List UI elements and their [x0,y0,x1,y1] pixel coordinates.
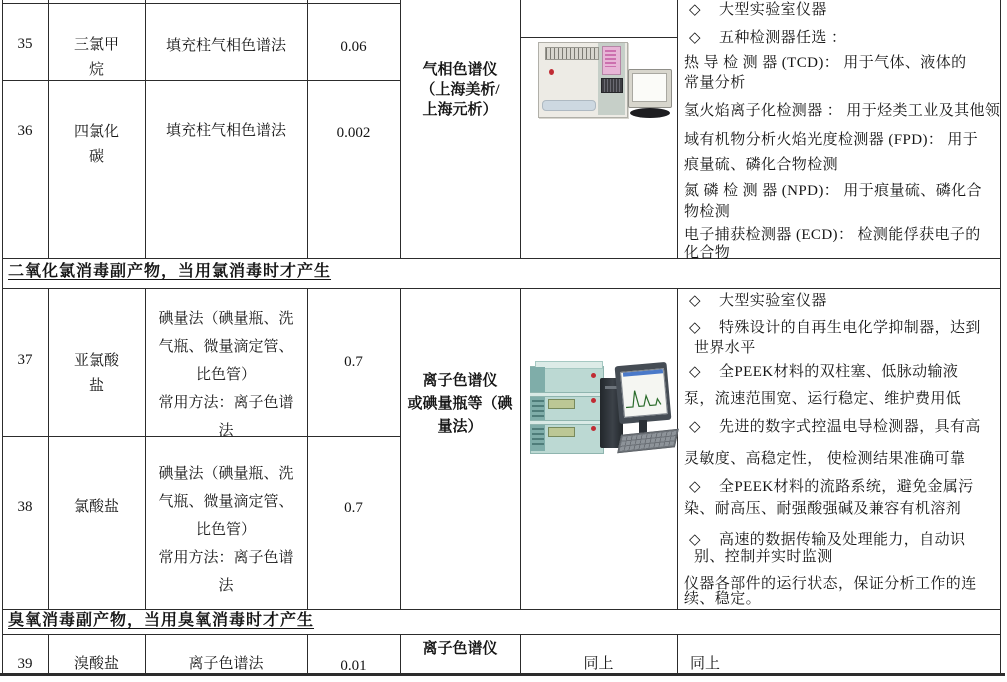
instrument-name: 离子色谱仪 [422,641,498,657]
ic-keyboard [617,429,679,454]
analysis-method-line: 常用方法：离子色谱 [158,550,294,566]
description-line: 物检测 [684,204,731,220]
substance-name: 氯酸盐 [73,499,119,515]
description-line: 氢火焰离子化检测器 ： 用于烃类工业及其他领 [684,103,1001,119]
analysis-method-line: 法 [218,578,234,594]
substance-name: 溴酸盐 [73,656,119,672]
grid-line [400,0,401,258]
ic-logo-dot [591,426,596,431]
analysis-method-line: 比色管） [195,522,256,538]
description-line: 热 导 检 测 器 (TCD)： 用于气体、液体的 [684,55,967,71]
description-line [684,420,1002,435]
gas-chromatograph-image [536,38,672,122]
diamond-bullet-icon: ◇ [689,30,701,46]
row-number: 38 [17,499,33,515]
description-line: 常量分析 [684,75,746,91]
description-line: 别、控制并实时监测 [694,549,833,565]
ic-lcd-display [548,427,575,437]
grid-line [520,288,521,609]
description-text: 大型实验室仪器 [719,293,827,309]
gc-logo-dot [549,69,554,75]
diamond-bullet-icon: ◇ [689,2,701,18]
description-line [684,533,1002,548]
analysis-method: 填充柱气相色谱法 [165,123,286,139]
row-number: 36 [17,123,33,139]
ic-module-divider [530,420,602,425]
description-text: 大型实验室仪器 [719,2,827,18]
grid-line [400,288,401,609]
grid-line [2,3,400,4]
description-line: 灵敏度、高稳定性， 使检测结果准确可靠 [684,451,966,467]
gc-label-strip [542,100,596,111]
substance-name-line: 四氯化 [73,124,119,140]
description-same-as-above: 同上 [690,656,721,672]
description-line: 域有机物分析火焰光度检测器 (FPD)： 用于 [684,132,979,148]
description-line: 世界水平 [694,340,756,356]
table-border-bottom [0,673,1005,676]
grid-line [520,0,521,258]
description-text: 特殊设计的自再生电化学抑制器，达到 [719,320,981,336]
ic-chromatogram-trace [623,378,663,411]
instrument-description [684,0,1002,261]
description-line [684,365,1002,380]
limit-value: 0.06 [340,39,367,55]
ic-pc-drive-slot [605,386,617,389]
diamond-bullet-icon: ◇ [689,419,701,435]
analysis-method-line: 常用方法：离子色谱 [158,395,294,411]
image-same-as-above: 同上 [583,656,614,672]
diamond-bullet-icon: ◇ [689,293,701,309]
instrument-name [400,60,520,120]
grid-line [2,634,1001,635]
description-line: 仪器各部件的运行状态，保证分析工作的连 [684,576,977,592]
substance-name [48,120,145,170]
ic-keypad-dots [532,400,544,418]
instrument-name-line: 量法） [437,419,483,435]
analysis-method-line: 气瓶、微量滴定管、 [158,494,294,510]
substance-name [48,33,145,83]
diamond-bullet-icon: ◇ [689,479,701,495]
instrument-name-line: 或碘量瓶等（碘 [407,396,513,412]
limit-value: 0.7 [344,500,363,516]
analysis-method [145,305,307,445]
row-number: 35 [17,36,33,52]
description-text: 先进的数字式控温电导检测器，具有高 [719,419,981,435]
description-line [684,480,1002,495]
row-number: 39 [17,656,33,672]
analysis-method: 离子色谱法 [188,656,264,672]
description-line [684,321,1002,336]
grid-line [677,288,678,609]
grid-line [677,0,678,258]
description-line: 泵，流速范围宽、运行稳定、维护费用低 [684,391,962,407]
grid-line [2,609,1001,610]
table-border-left [2,0,3,674]
ic-logo-dot [591,373,596,378]
description-text: 五种检测器任选 ： [719,30,847,46]
instrument-name-line: 气相色谱仪 [422,62,498,78]
gc-monitor-screen [632,73,667,102]
ic-lcd-display [548,399,575,409]
limit-value: 0.01 [340,658,367,674]
substance-name-line: 亚氯酸 [73,353,119,369]
ic-module-top-face [535,361,603,369]
description-line: 染、耐高压、耐强酸强碱及兼容有机溶剂 [684,501,962,517]
description-line [684,31,1002,46]
analysis-method-line: 碘量法（碘量瓶、洗 [158,311,294,327]
instrument-description [684,288,1002,607]
description-line: 氮 磷 检 测 器 (NPD)： 用于痕量硫、磷化合 [684,183,982,199]
description-text: 全PEEK材料的双柱塞、低脉动输液 [719,364,959,380]
ic-logo-dot [591,398,596,403]
substance-name-line: 三氯甲 [73,37,119,53]
description-line: 续、稳定。 [684,591,762,607]
analysis-method-line: 碘量法（碘量瓶、洗 [158,466,294,482]
description-text: 高速的数据传输及处理能力，自动识 [719,532,966,548]
substance-name-line: 烷 [88,62,104,78]
gc-display-content [605,50,616,67]
row-number: 37 [17,352,33,368]
grid-line [307,288,308,609]
description-line [684,294,1002,309]
limit-value: 0.7 [344,354,363,370]
description-text: 全PEEK材料的流路系统，避免金属污 [719,479,974,495]
substance-name [48,349,145,399]
instrument-name-line: （上海美析/ [420,82,500,98]
section-header-chlorine-dioxide: 二氧化氯消毒副产物，当用氯消毒时才产生 [8,263,332,280]
ion-chromatograph-image [527,356,677,454]
grid-line [677,634,678,674]
instrument-name-line: 离子色谱仪 [422,373,498,389]
gc-keypad [601,78,623,93]
diamond-bullet-icon: ◇ [689,532,701,548]
analysis-method-line: 气瓶、微量滴定管、 [158,339,294,355]
ic-keypad-dots [532,428,544,448]
gc-monitor-base [630,108,670,118]
description-line: 化合物 [684,245,731,261]
analysis-method [145,460,307,600]
description-line: 电子捕获检测器 (ECD)： 检测能俘获电子的 [684,227,981,243]
substance-name-line: 盐 [88,378,104,394]
substance-name-line: 碳 [88,149,104,165]
instrument-name-line: 上海元析） [422,102,498,118]
description-line: 痕量硫、磷化合物检测 [684,157,839,173]
description-line [684,3,1002,18]
diamond-bullet-icon: ◇ [689,320,701,336]
limit-value: 0.002 [336,125,371,141]
grid-line [48,288,49,609]
analysis-method-line: 法 [218,423,234,439]
section-header-ozone: 臭氧消毒副产物，当用臭氧消毒时才产生 [8,612,315,629]
instrument-name [400,370,520,439]
diamond-bullet-icon: ◇ [689,364,701,380]
ic-module-divider [530,392,602,397]
gc-vent-grille [545,47,599,60]
analysis-method-line: 比色管） [195,367,256,383]
analysis-method: 填充柱气相色谱法 [165,38,286,54]
